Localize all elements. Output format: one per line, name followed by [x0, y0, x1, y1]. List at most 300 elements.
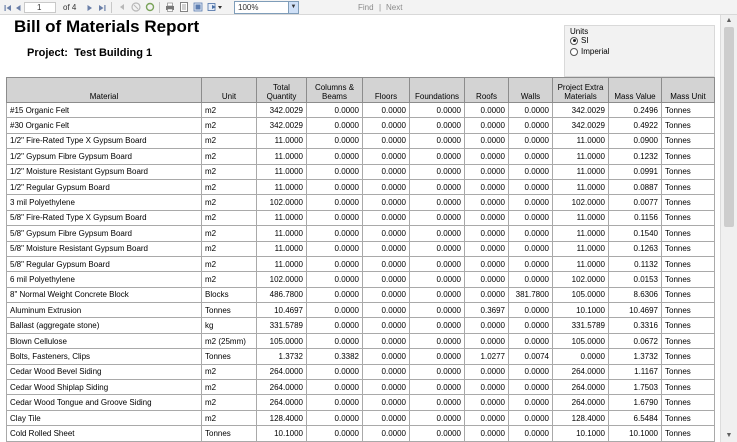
table-cell: 11.0000: [257, 133, 307, 148]
table-cell: 0.0000: [410, 410, 465, 425]
zoom-select[interactable]: [234, 1, 299, 14]
table-row: [7, 333, 715, 348]
table-cell: 0.0000: [307, 410, 363, 425]
table-row: [7, 395, 715, 410]
table-cell: m2: [202, 164, 257, 179]
table-cell: Tonnes: [662, 241, 715, 256]
table-row: [7, 195, 715, 210]
table-cell: m2 (25mm): [202, 333, 257, 348]
table-cell: 0.0991: [609, 164, 662, 179]
table-cell: Cedar Wood Tongue and Groove Siding: [7, 395, 202, 410]
table-row: [7, 318, 715, 333]
table-cell: m2: [202, 226, 257, 241]
table-cell: 0.0000: [410, 195, 465, 210]
table-cell: 10.4697: [257, 303, 307, 318]
table-cell: Tonnes: [202, 349, 257, 364]
table-cell: 1.3732: [257, 349, 307, 364]
next-page-icon[interactable]: [85, 2, 94, 13]
table-cell: Tonnes: [662, 287, 715, 302]
table-cell: 5/8" Moisture Resistant Gypsum Board: [7, 241, 202, 256]
table-cell: 0.0000: [307, 287, 363, 302]
table-cell: 10.1000: [553, 303, 609, 318]
chevron-down-icon[interactable]: ▼: [288, 2, 298, 13]
table-cell: 0.0000: [307, 179, 363, 194]
zoom-value: 100%: [238, 3, 259, 12]
table-cell: 105.0000: [553, 287, 609, 302]
table-cell: 0.0000: [465, 410, 509, 425]
table-cell: 0.3382: [307, 349, 363, 364]
column-header: Unit: [202, 78, 257, 103]
table-cell: 0.0077: [609, 195, 662, 210]
table-row: [7, 426, 715, 441]
column-header: Walls: [509, 78, 553, 103]
table-cell: m2: [202, 380, 257, 395]
table-cell: 0.0000: [465, 318, 509, 333]
table-cell: 0.0000: [509, 179, 553, 194]
table-cell: 0.0000: [509, 333, 553, 348]
table-cell: 102.0000: [553, 272, 609, 287]
table-cell: 0.0000: [509, 410, 553, 425]
column-header: Mass Unit: [662, 78, 715, 103]
table-cell: 0.0000: [465, 118, 509, 133]
table-cell: 10.1000: [553, 426, 609, 441]
table-cell: 0.0000: [363, 287, 410, 302]
table-cell: 0.0000: [410, 118, 465, 133]
table-cell: 0.0000: [410, 179, 465, 194]
table-cell: 331.5789: [257, 318, 307, 333]
table-cell: 0.0000: [465, 226, 509, 241]
table-cell: m2: [202, 210, 257, 225]
table-cell: 0.0000: [307, 318, 363, 333]
radio-unselected-icon[interactable]: [570, 48, 578, 56]
table-header-row: [7, 78, 715, 103]
table-cell: 10.1000: [609, 426, 662, 441]
table-row: [7, 349, 715, 364]
table-cell: 11.0000: [257, 226, 307, 241]
table-cell: 0.0000: [465, 241, 509, 256]
table-cell: 0.0000: [410, 380, 465, 395]
table-cell: 486.7800: [257, 287, 307, 302]
page-number-input[interactable]: 1: [24, 2, 56, 13]
table-cell: 264.0000: [257, 395, 307, 410]
table-cell: 0.0153: [609, 272, 662, 287]
table-cell: 11.0000: [257, 256, 307, 271]
find-separator: |: [379, 3, 382, 12]
table-cell: 0.0000: [363, 333, 410, 348]
table-cell: 0.0000: [509, 226, 553, 241]
table-cell: Aluminum Extrusion: [7, 303, 202, 318]
table-cell: 342.0029: [553, 103, 609, 118]
table-cell: Bolts, Fasteners, Clips: [7, 349, 202, 364]
units-option-label: SI: [581, 36, 589, 45]
table-cell: Cold Rolled Sheet: [7, 426, 202, 441]
table-cell: 0.0000: [307, 426, 363, 441]
table-row: [7, 380, 715, 395]
report-toolbar: [0, 0, 737, 15]
table-cell: 0.0000: [410, 133, 465, 148]
table-cell: 0.0000: [307, 149, 363, 164]
table-cell: m2: [202, 241, 257, 256]
table-cell: Tonnes: [202, 303, 257, 318]
table-cell: 0.0000: [509, 164, 553, 179]
table-cell: 0.2496: [609, 103, 662, 118]
table-cell: 0.0000: [410, 149, 465, 164]
vertical-scrollbar[interactable]: [720, 15, 737, 442]
table-cell: 10.1000: [257, 426, 307, 441]
table-cell: Tonnes: [662, 364, 715, 379]
stop-icon[interactable]: [131, 2, 141, 12]
last-page-icon[interactable]: [97, 2, 106, 13]
table-cell: 0.0000: [307, 241, 363, 256]
table-row: [7, 410, 715, 425]
table-cell: 0.0000: [363, 149, 410, 164]
table-cell: 3 mil Polyethylene: [7, 195, 202, 210]
table-cell: 0.0900: [609, 133, 662, 148]
table-cell: 0.3697: [465, 303, 509, 318]
table-cell: #15 Organic Felt: [7, 103, 202, 118]
table-cell: 0.0000: [410, 333, 465, 348]
table-cell: 5/8" Gypsum Fibre Gypsum Board: [7, 226, 202, 241]
table-cell: 128.4000: [257, 410, 307, 425]
table-row: [7, 164, 715, 179]
table-cell: 1/2" Gypsum Fibre Gypsum Board: [7, 149, 202, 164]
table-cell: m2: [202, 395, 257, 410]
table-cell: 0.0000: [509, 380, 553, 395]
table-cell: 0.0000: [465, 195, 509, 210]
column-header: Foundations: [410, 78, 465, 103]
table-cell: 0.0000: [410, 226, 465, 241]
table-cell: 11.0000: [553, 164, 609, 179]
table-cell: Tonnes: [662, 272, 715, 287]
table-cell: 0.0000: [410, 164, 465, 179]
table-cell: m2: [202, 364, 257, 379]
table-row: [7, 179, 715, 194]
table-cell: 381.7800: [509, 287, 553, 302]
table-cell: Tonnes: [662, 349, 715, 364]
table-cell: 0.0000: [465, 426, 509, 441]
table-cell: 0.0000: [410, 318, 465, 333]
table-cell: Tonnes: [662, 318, 715, 333]
table-cell: 0.0000: [410, 256, 465, 271]
table-cell: 0.0000: [465, 395, 509, 410]
table-cell: 0.0000: [465, 103, 509, 118]
table-cell: 11.0000: [257, 149, 307, 164]
toolbar-separator: [159, 2, 160, 13]
units-selector: [564, 25, 715, 77]
table-cell: 102.0000: [553, 195, 609, 210]
table-cell: Tonnes: [662, 164, 715, 179]
table-cell: 0.0000: [465, 164, 509, 179]
table-cell: 0.0000: [363, 303, 410, 318]
table-cell: Tonnes: [662, 333, 715, 348]
page-count-label: of 4: [63, 3, 77, 12]
next-link[interactable]: Next: [386, 3, 403, 12]
table-cell: 0.0000: [465, 380, 509, 395]
table-cell: 0.0000: [307, 164, 363, 179]
table-cell: 264.0000: [257, 364, 307, 379]
table-cell: Tonnes: [662, 303, 715, 318]
table-cell: 0.0000: [465, 133, 509, 148]
table-cell: m2: [202, 149, 257, 164]
table-cell: 0.0000: [307, 133, 363, 148]
table-cell: m2: [202, 410, 257, 425]
table-cell: 0.0000: [465, 179, 509, 194]
table-cell: 1.7503: [609, 380, 662, 395]
table-row: [7, 118, 715, 133]
table-row: [7, 364, 715, 379]
table-cell: 102.0000: [257, 272, 307, 287]
table-cell: 0.0000: [509, 241, 553, 256]
table-cell: 0.0000: [363, 179, 410, 194]
table-cell: 11.0000: [553, 133, 609, 148]
table-cell: 6.5484: [609, 410, 662, 425]
table-cell: kg: [202, 318, 257, 333]
table-cell: 0.0000: [363, 318, 410, 333]
table-cell: 6 mil Polyethylene: [7, 272, 202, 287]
table-cell: Tonnes: [662, 410, 715, 425]
table-cell: 264.0000: [553, 364, 609, 379]
table-cell: 0.0000: [307, 272, 363, 287]
table-cell: 0.0000: [509, 272, 553, 287]
table-cell: 0.0000: [307, 364, 363, 379]
project-line: [27, 47, 152, 59]
table-cell: 331.5789: [553, 318, 609, 333]
table-cell: 0.0000: [410, 303, 465, 318]
table-cell: 11.0000: [553, 241, 609, 256]
table-cell: 0.1232: [609, 149, 662, 164]
table-cell: 0.0000: [410, 272, 465, 287]
table-cell: 264.0000: [553, 395, 609, 410]
page-setup-icon[interactable]: [193, 2, 203, 12]
table-cell: 0.0000: [553, 349, 609, 364]
prev-page-icon[interactable]: [13, 2, 22, 13]
table-cell: Clay Tile: [7, 410, 202, 425]
table-cell: 0.0000: [363, 226, 410, 241]
print-icon[interactable]: [165, 2, 175, 12]
table-cell: 0.0000: [509, 426, 553, 441]
table-cell: Tonnes: [662, 256, 715, 271]
column-header: Floors: [363, 78, 410, 103]
table-cell: 8.6306: [609, 287, 662, 302]
table-cell: 342.0029: [553, 118, 609, 133]
table-cell: 0.0000: [410, 103, 465, 118]
table-cell: 0.0000: [307, 256, 363, 271]
table-cell: 0.0000: [465, 287, 509, 302]
report-page: [0, 15, 720, 442]
table-cell: 0.0000: [410, 287, 465, 302]
table-cell: 11.0000: [257, 210, 307, 225]
table-cell: 1.1167: [609, 364, 662, 379]
table-cell: 0.0000: [363, 410, 410, 425]
table-cell: 0.0000: [410, 241, 465, 256]
table-cell: 0.0000: [363, 380, 410, 395]
column-header: Total Quantity: [257, 78, 307, 103]
find-link[interactable]: Find: [358, 3, 374, 12]
table-cell: m2: [202, 195, 257, 210]
toolbar-separator: [111, 2, 112, 13]
table-cell: Ballast (aggregate stone): [7, 318, 202, 333]
table-cell: 11.0000: [553, 226, 609, 241]
table-cell: 0.0000: [307, 303, 363, 318]
table-cell: 0.0000: [509, 149, 553, 164]
table-cell: Tonnes: [662, 118, 715, 133]
table-cell: #30 Organic Felt: [7, 118, 202, 133]
table-cell: 0.1132: [609, 256, 662, 271]
table-cell: 1.0277: [465, 349, 509, 364]
table-cell: Tonnes: [662, 195, 715, 210]
table-cell: 0.0000: [307, 103, 363, 118]
table-cell: Tonnes: [662, 395, 715, 410]
table-cell: 0.0000: [307, 226, 363, 241]
table-cell: 0.0000: [363, 395, 410, 410]
table-cell: 1.6790: [609, 395, 662, 410]
report-title: Bill of Materials Report: [14, 17, 200, 36]
table-cell: 1/2" Fire-Rated Type X Gypsum Board: [7, 133, 202, 148]
table-cell: Tonnes: [662, 380, 715, 395]
units-legend: Units: [570, 27, 589, 36]
table-cell: m2: [202, 118, 257, 133]
units-option-si[interactable]: [570, 36, 589, 45]
table-cell: Tonnes: [662, 133, 715, 148]
table-cell: 0.0000: [509, 364, 553, 379]
table-cell: 0.0000: [465, 256, 509, 271]
bill-of-materials-table: [6, 77, 715, 442]
table-cell: 0.0000: [307, 118, 363, 133]
table-cell: 11.0000: [553, 149, 609, 164]
table-cell: 11.0000: [257, 241, 307, 256]
table-cell: 0.0000: [509, 103, 553, 118]
table-cell: 0.1156: [609, 210, 662, 225]
print-layout-icon[interactable]: [179, 2, 189, 12]
table-row: [7, 241, 715, 256]
table-cell: 11.0000: [257, 164, 307, 179]
table-cell: 0.0000: [363, 164, 410, 179]
table-cell: 1/2" Regular Gypsum Board: [7, 179, 202, 194]
scroll-down-icon[interactable]: ▼: [725, 432, 733, 439]
table-cell: 0.0000: [363, 195, 410, 210]
table-body: [7, 103, 715, 442]
table-cell: 0.0000: [307, 333, 363, 348]
table-cell: Blocks: [202, 287, 257, 302]
table-cell: 0.0000: [363, 241, 410, 256]
table-cell: 0.0000: [509, 256, 553, 271]
table-cell: 0.0000: [363, 256, 410, 271]
table-cell: 0.1263: [609, 241, 662, 256]
scroll-up-icon[interactable]: ▲: [725, 17, 733, 24]
table-row: [7, 149, 715, 164]
table-cell: 102.0000: [257, 195, 307, 210]
table-row: [7, 103, 715, 118]
project-name: Test Building 1: [74, 47, 153, 59]
table-cell: 0.4922: [609, 118, 662, 133]
first-page-icon[interactable]: [3, 2, 12, 13]
table-cell: m2: [202, 272, 257, 287]
table-cell: 0.0000: [509, 195, 553, 210]
table-cell: 11.0000: [257, 179, 307, 194]
units-option-imperial[interactable]: [570, 47, 609, 56]
table-cell: 0.0000: [307, 395, 363, 410]
table-row: [7, 210, 715, 225]
table-cell: 0.0000: [363, 118, 410, 133]
table-cell: 0.0000: [509, 318, 553, 333]
table-cell: 0.0000: [509, 210, 553, 225]
table-row: [7, 303, 715, 318]
table-cell: 128.4000: [553, 410, 609, 425]
scrollbar-thumb[interactable]: [724, 27, 734, 227]
table-cell: 0.0000: [410, 210, 465, 225]
table-cell: Cedar Wood Shiplap Siding: [7, 380, 202, 395]
table-cell: 0.0000: [410, 395, 465, 410]
column-header: Columns & Beams: [307, 78, 363, 103]
table-cell: 5/8" Regular Gypsum Board: [7, 256, 202, 271]
table-cell: 5/8" Fire-Rated Type X Gypsum Board: [7, 210, 202, 225]
table-cell: 0.0000: [363, 133, 410, 148]
export-icon[interactable]: [207, 2, 217, 12]
back-icon[interactable]: [117, 2, 127, 12]
table-cell: 342.0029: [257, 118, 307, 133]
table-cell: 11.0000: [553, 210, 609, 225]
table-cell: 0.1540: [609, 226, 662, 241]
table-cell: Tonnes: [202, 426, 257, 441]
table-row: [7, 287, 715, 302]
table-cell: 264.0000: [553, 380, 609, 395]
table-cell: 0.0000: [465, 364, 509, 379]
units-option-label: Imperial: [581, 47, 610, 56]
table-cell: 0.0000: [465, 333, 509, 348]
table-cell: 8" Normal Weight Concrete Block: [7, 287, 202, 302]
table-cell: 0.0000: [363, 426, 410, 441]
table-cell: 0.0000: [465, 149, 509, 164]
table-cell: Tonnes: [662, 210, 715, 225]
table-cell: 0.0000: [307, 195, 363, 210]
table-cell: 0.0000: [363, 364, 410, 379]
table-cell: 11.0000: [553, 179, 609, 194]
column-header: Roofs: [465, 78, 509, 103]
table-row: [7, 272, 715, 287]
table-cell: Tonnes: [662, 179, 715, 194]
radio-selected-icon[interactable]: [570, 37, 578, 45]
table-cell: 0.0000: [363, 349, 410, 364]
table-cell: 0.0000: [410, 364, 465, 379]
project-label: Project:: [27, 47, 68, 59]
table-cell: m2: [202, 256, 257, 271]
table-cell: Tonnes: [662, 103, 715, 118]
refresh-icon[interactable]: [145, 2, 155, 12]
table-cell: Tonnes: [662, 426, 715, 441]
table-cell: m2: [202, 133, 257, 148]
table-cell: 0.0000: [509, 395, 553, 410]
table-row: [7, 256, 715, 271]
table-cell: 0.0000: [509, 303, 553, 318]
table-cell: m2: [202, 103, 257, 118]
column-header: Material: [7, 78, 202, 103]
table-cell: Tonnes: [662, 149, 715, 164]
column-header: Project Extra Materials: [553, 78, 609, 103]
table-cell: 0.0000: [307, 210, 363, 225]
table-cell: 0.0000: [465, 272, 509, 287]
table-cell: 0.0000: [509, 118, 553, 133]
table-cell: 10.4697: [609, 303, 662, 318]
table-cell: Blown Cellulose: [7, 333, 202, 348]
table-cell: m2: [202, 179, 257, 194]
table-cell: 0.0000: [410, 426, 465, 441]
table-cell: 1.3732: [609, 349, 662, 364]
table-cell: 11.0000: [553, 256, 609, 271]
table-cell: 0.0672: [609, 333, 662, 348]
table-cell: 0.0000: [363, 210, 410, 225]
table-cell: 342.0029: [257, 103, 307, 118]
table-cell: 0.0000: [363, 272, 410, 287]
